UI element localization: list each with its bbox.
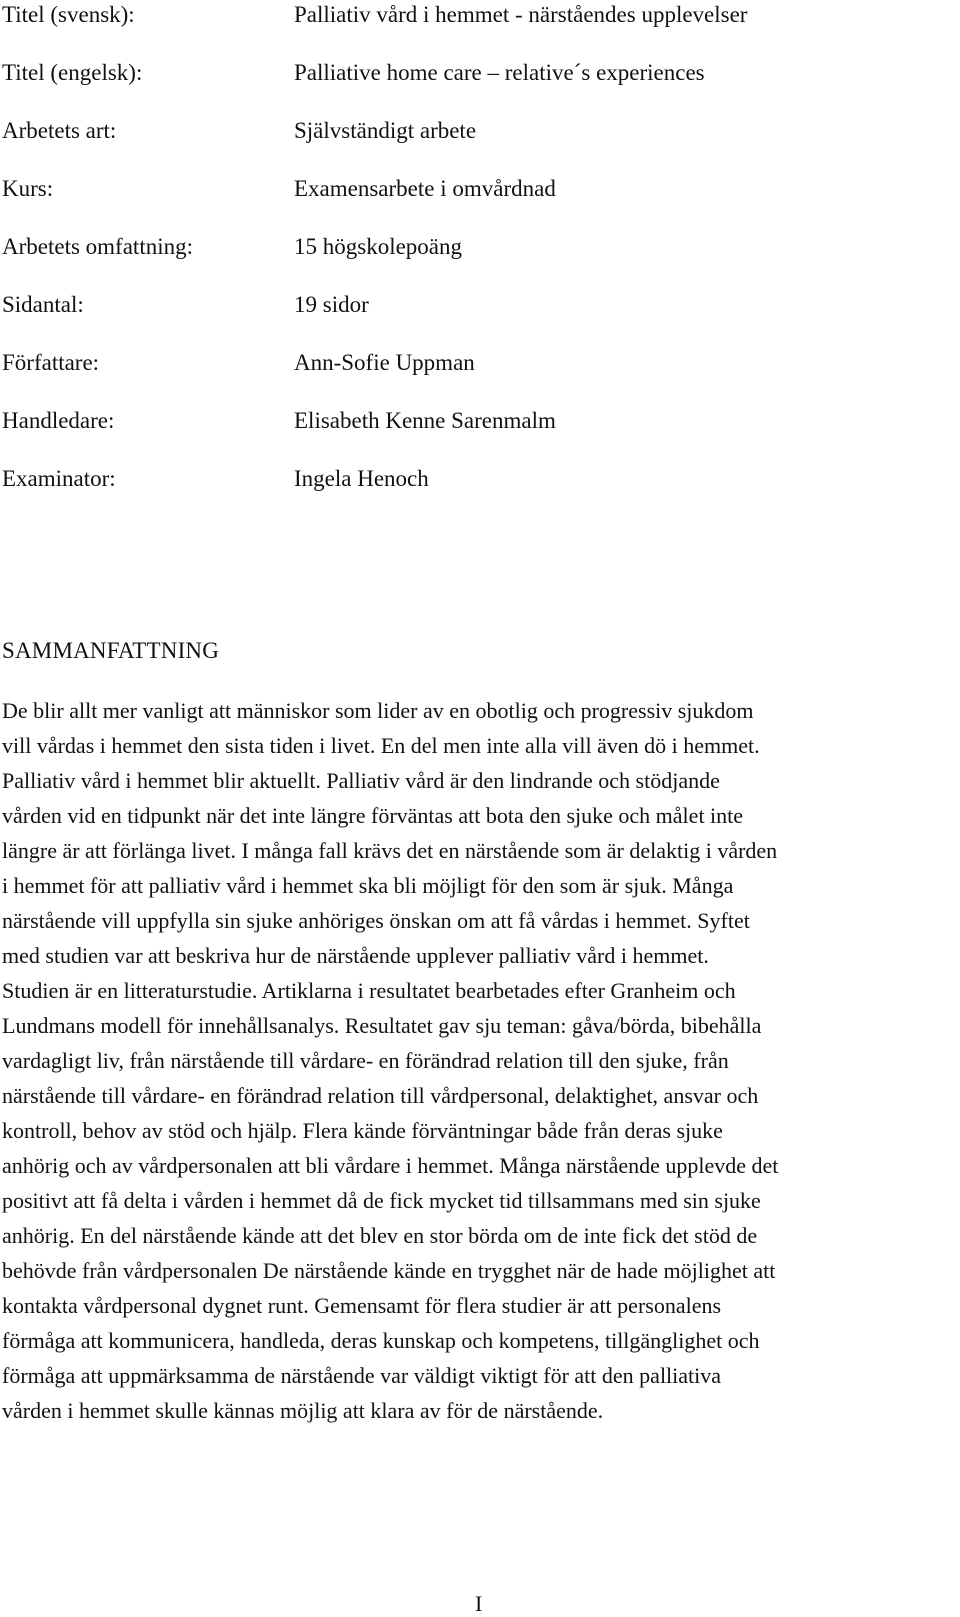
- metadata-value: Självständigt arbete: [294, 118, 477, 143]
- metadata-value: Ingela Henoch: [294, 466, 429, 491]
- metadata-label: Arbetets omfattning:: [2, 234, 193, 259]
- summary-line: kontroll, behov av stöd och hjälp. Flera kände förväntningar både från deras sjuke: [2, 1118, 723, 1143]
- summary-line: närstående vill uppfylla sin sjuke anhöriges önskan om att få vårdas i hemmet. Syftet: [2, 908, 750, 933]
- summary-line: närstående till vårdare- en förändrad relation till vårdpersonal, delaktighet, ansvar och: [2, 1083, 759, 1108]
- summary-line: vården vid en tidpunkt när det inte längre förväntas att bota den sjuke och målet inte: [2, 803, 744, 828]
- summary-line: kontakta vårdpersonal dygnet runt. Gemensamt för flera studier är att personalens: [2, 1293, 722, 1318]
- page-number: I: [475, 1591, 483, 1616]
- summary-line: förmåga att kommunicera, handleda, deras kunskap och kompetens, tillgänglighet och: [2, 1328, 760, 1353]
- summary-line: anhörig och av vårdpersonalen att bli vårdare i hemmet. Många närstående upplevde det: [2, 1153, 779, 1178]
- metadata-label: Arbetets art:: [2, 118, 117, 143]
- summary-line: med studien var att beskriva hur de närstående upplever palliativ vård i hemmet.: [2, 943, 709, 968]
- metadata-row-title-english: [0, 60, 960, 100]
- metadata-label: Titel (svensk):: [2, 2, 135, 27]
- metadata-value: 15 högskolepoäng: [294, 234, 463, 259]
- metadata-row-work-type: [0, 118, 960, 158]
- metadata-value: Palliative home care – relative´s experiences: [294, 60, 705, 85]
- summary-line: positivt att få delta i vården i hemmet då de fick mycket tid tillsammans med sin sjuke: [2, 1188, 761, 1213]
- metadata-row-examiner: [0, 466, 960, 506]
- metadata-label: Författare:: [2, 350, 100, 375]
- summary-line: vill vårdas i hemmet den sista tiden i livet. En del men inte alla vill även dö i hemmet.: [2, 733, 760, 758]
- metadata-value: Examensarbete i omvårdnad: [294, 176, 556, 201]
- summary-line: Palliativ vård i hemmet blir aktuellt. Palliativ vård är den lindrande och stödjande: [2, 768, 720, 793]
- summary-line: anhörig. En del närstående kände att det blev en stor börda om de inte fick det stöd de: [2, 1223, 758, 1248]
- summary-heading: SAMMANFATTNING: [2, 638, 220, 663]
- summary-line: Lundmans modell för innehållsanalys. Resultatet gav sju teman: gåva/börda, bibehålla: [2, 1013, 762, 1038]
- metadata-value: Elisabeth Kenne Sarenmalm: [294, 408, 556, 433]
- metadata-row-supervisor: [0, 408, 960, 448]
- metadata-label: Examinator:: [2, 466, 116, 491]
- metadata-row-page-count: [0, 292, 960, 332]
- metadata-value: Ann-Sofie Uppman: [294, 350, 475, 375]
- metadata-row-scope: [0, 234, 960, 274]
- summary-line: längre är att förlänga livet. I många fall krävs det en närstående som är delaktig i vården: [2, 838, 778, 863]
- metadata-value: 19 sidor: [294, 292, 369, 317]
- metadata-value: Palliativ vård i hemmet - närståendes upplevelser: [294, 2, 748, 27]
- metadata-label: Sidantal:: [2, 292, 84, 317]
- metadata-row-title-swedish: [0, 2, 960, 42]
- metadata-label: Handledare:: [2, 408, 115, 433]
- summary-line: Studien är en litteraturstudie. Artiklarna i resultatet bearbetades efter Granheim och: [2, 978, 736, 1003]
- summary-line: förmåga att uppmärksamma de närstående var väldigt viktigt för att den palliativa: [2, 1363, 722, 1388]
- summary-line: vården i hemmet skulle kännas möjlig att klara av för de närstående.: [2, 1398, 604, 1423]
- metadata-label: Kurs:: [2, 176, 54, 201]
- metadata-row-author: [0, 350, 960, 390]
- summary-line: i hemmet för att palliativ vård i hemmet ska bli möjligt för den som är sjuk. Många: [2, 873, 734, 898]
- summary-line: behövde från vårdpersonalen De närstående kände en trygghet när de hade möjlighet att: [2, 1258, 776, 1283]
- metadata-label: Titel (engelsk):: [2, 60, 143, 85]
- metadata-row-course: [0, 176, 960, 216]
- summary-line: De blir allt mer vanligt att människor som lider av en obotlig och progressiv sjukdom: [2, 698, 754, 723]
- summary-line: vardagligt liv, från närstående till vårdare- en förändrad relation till den sjuke, från: [2, 1048, 729, 1073]
